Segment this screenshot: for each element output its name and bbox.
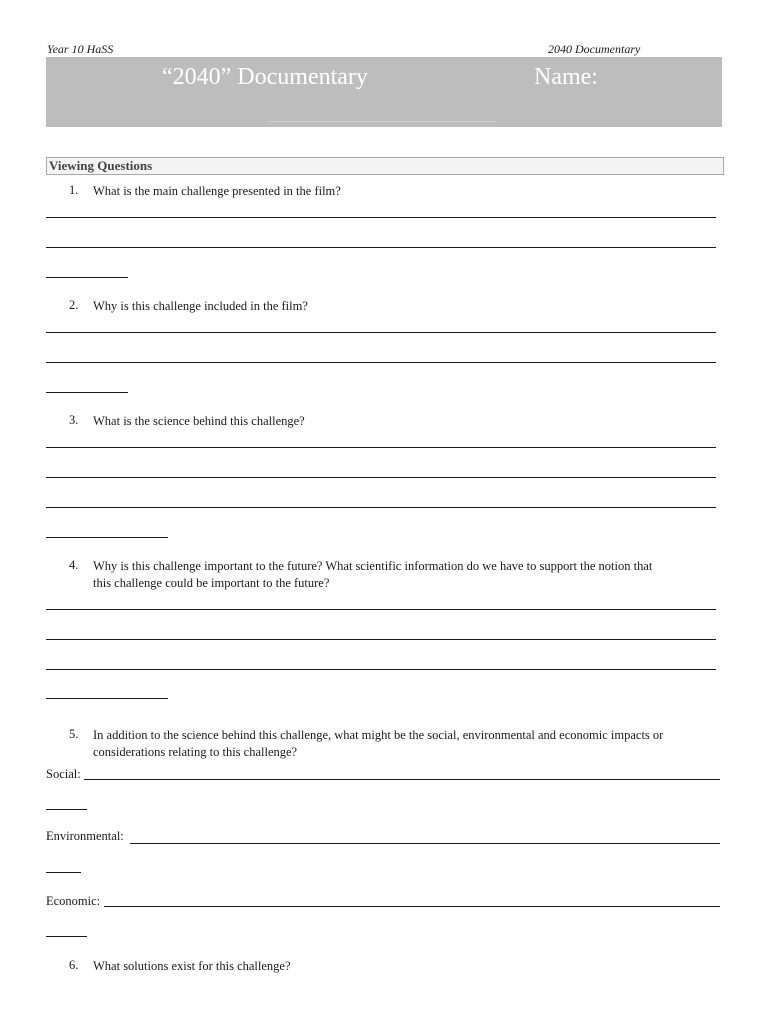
question-text: What is the science behind this challenge? [93,414,305,428]
answer-line[interactable] [46,639,716,640]
answer-line[interactable] [46,537,168,538]
social-answer-line[interactable] [84,779,720,780]
question-number: 6. [69,958,79,972]
question-text-line: this challenge could be important to the future? [93,576,330,590]
question-number: 1. [69,183,79,197]
question-text: What solutions exist for this challenge? [93,959,291,973]
answer-line[interactable] [46,447,716,448]
header-doc-title: 2040 Documentary [548,42,641,56]
question-number: 5. [69,727,79,741]
name-label: Name: [534,64,598,90]
answer-line[interactable] [46,609,716,610]
answer-line[interactable] [46,217,716,218]
question-number: 4. [69,558,79,572]
answer-line[interactable] [46,277,128,278]
social-label: Social: [46,767,81,781]
question-text: What is the main challenge presented in the film? [93,184,341,198]
answer-line[interactable] [46,332,716,333]
answer-line[interactable] [46,392,128,393]
name-underline [268,121,496,122]
answer-line[interactable] [46,507,716,508]
question-number: 2. [69,298,79,312]
question-text: Why is this challenge included in the film? [93,299,308,313]
economic-label: Economic: [46,894,101,908]
question-text [93,558,713,592]
answer-line[interactable] [46,247,716,248]
question-number: 3. [69,413,79,427]
question-text-line: In addition to the science behind this challenge, what might be the social, environmental and economic impacts or [93,728,664,742]
question-text-line: Why is this challenge important to the future? What scientific information do we have to support the notion that [93,559,653,573]
environmental-label: Environmental: [46,829,124,843]
header-course: Year 10 HaSS [47,42,114,56]
social-answer-line[interactable] [46,809,87,810]
section-heading: Viewing Questions [46,157,724,175]
environmental-answer-line[interactable] [46,872,81,873]
environmental-answer-line[interactable] [130,843,720,844]
answer-line[interactable] [46,698,168,699]
question-text-line: considerations relating to this challenge? [93,745,298,759]
answer-line[interactable] [46,362,716,363]
economic-answer-line[interactable] [46,936,87,937]
answer-line[interactable] [46,477,716,478]
answer-line[interactable] [46,669,716,670]
title-banner [46,57,722,127]
page-title: “2040” Documentary [162,64,368,90]
question-text [93,727,713,761]
economic-answer-line[interactable] [104,906,720,907]
